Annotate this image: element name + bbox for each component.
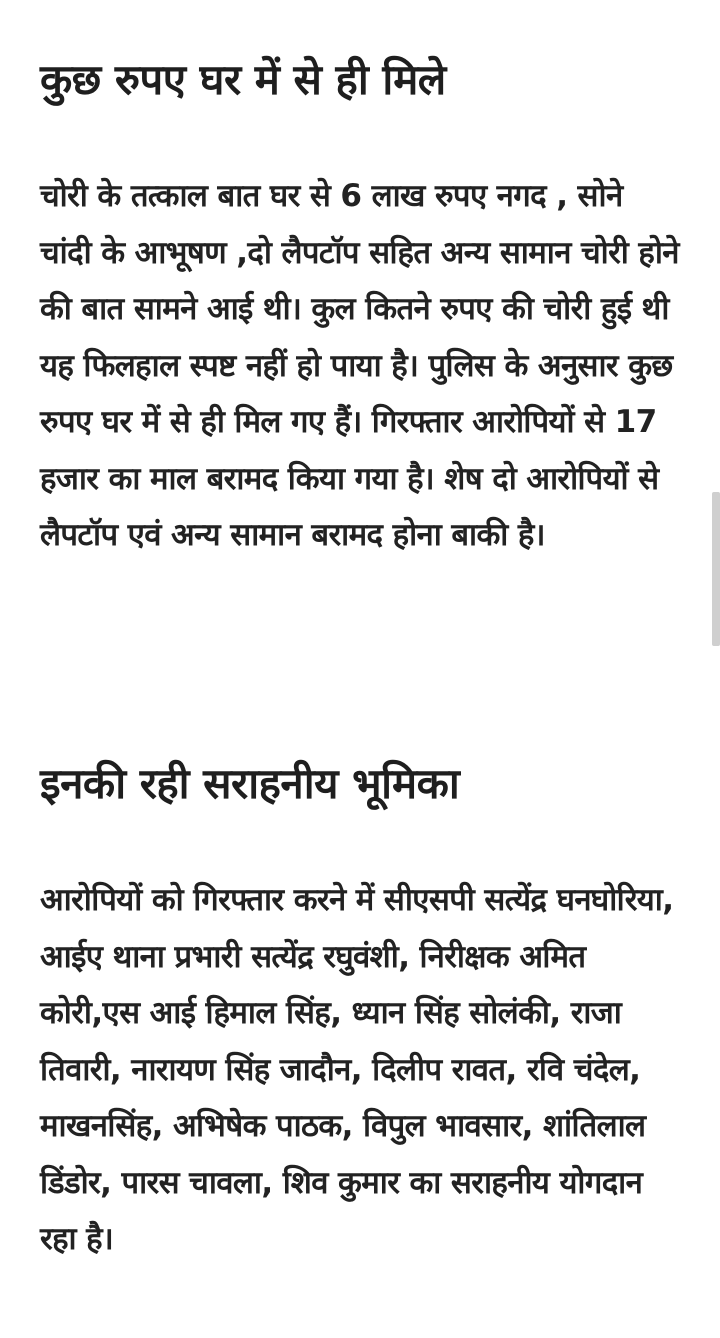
paragraph-team-credits: आरोपियों को गिरफ्तार करने में सीएसपी सत्येंद्र घनघोरिया, आईए थाना प्रभारी सत्येंद्र रघुवंशी, निरीक्षक अमित कोरी,एस आई हिमाल सिंह, ध्यान सिंह सोलंकी, राजा तिवारी, नारायण सिंह जादौन, दिलीप रावत, रवि चंदेल, माखनसिंह, अभिषेक पाठक, विपुल भावसार, शांतिलाल डिंडोर, पारस चावला, शिव कुमार का सराहनीय योगदान रहा है। (40, 882, 674, 1257)
vertical-scrollbar-thumb[interactable] (712, 492, 720, 646)
section-heading-recovered-money: कुछ रुपए घर में से ही मिले (40, 55, 446, 104)
paragraph-theft-details: चोरी के तत्काल बात घर से 6 लाख रुपए नगद , सोने चांदी के आभूषण ,दो लैपटॉप सहित अन्य सामान चोरी होने की बात सामने आई थी। कुल कितने रुपए की चोरी हुई थी यह फिलहाल स्पष्ट नहीं हो पाया है। पुलिस के अनुसार कुछ रुपए घर में से ही मिल गए हैं। गिरफ्तार आरोपियों से 17 हजार का माल बरामद किया गया है। शेष दो आरोपियों से लैपटॉप एवं अन्य सामान बरामद होना बाकी है। (40, 178, 679, 553)
section-heading-commendable-role: इनकी रही सराहनीय भूमिका (40, 759, 460, 808)
